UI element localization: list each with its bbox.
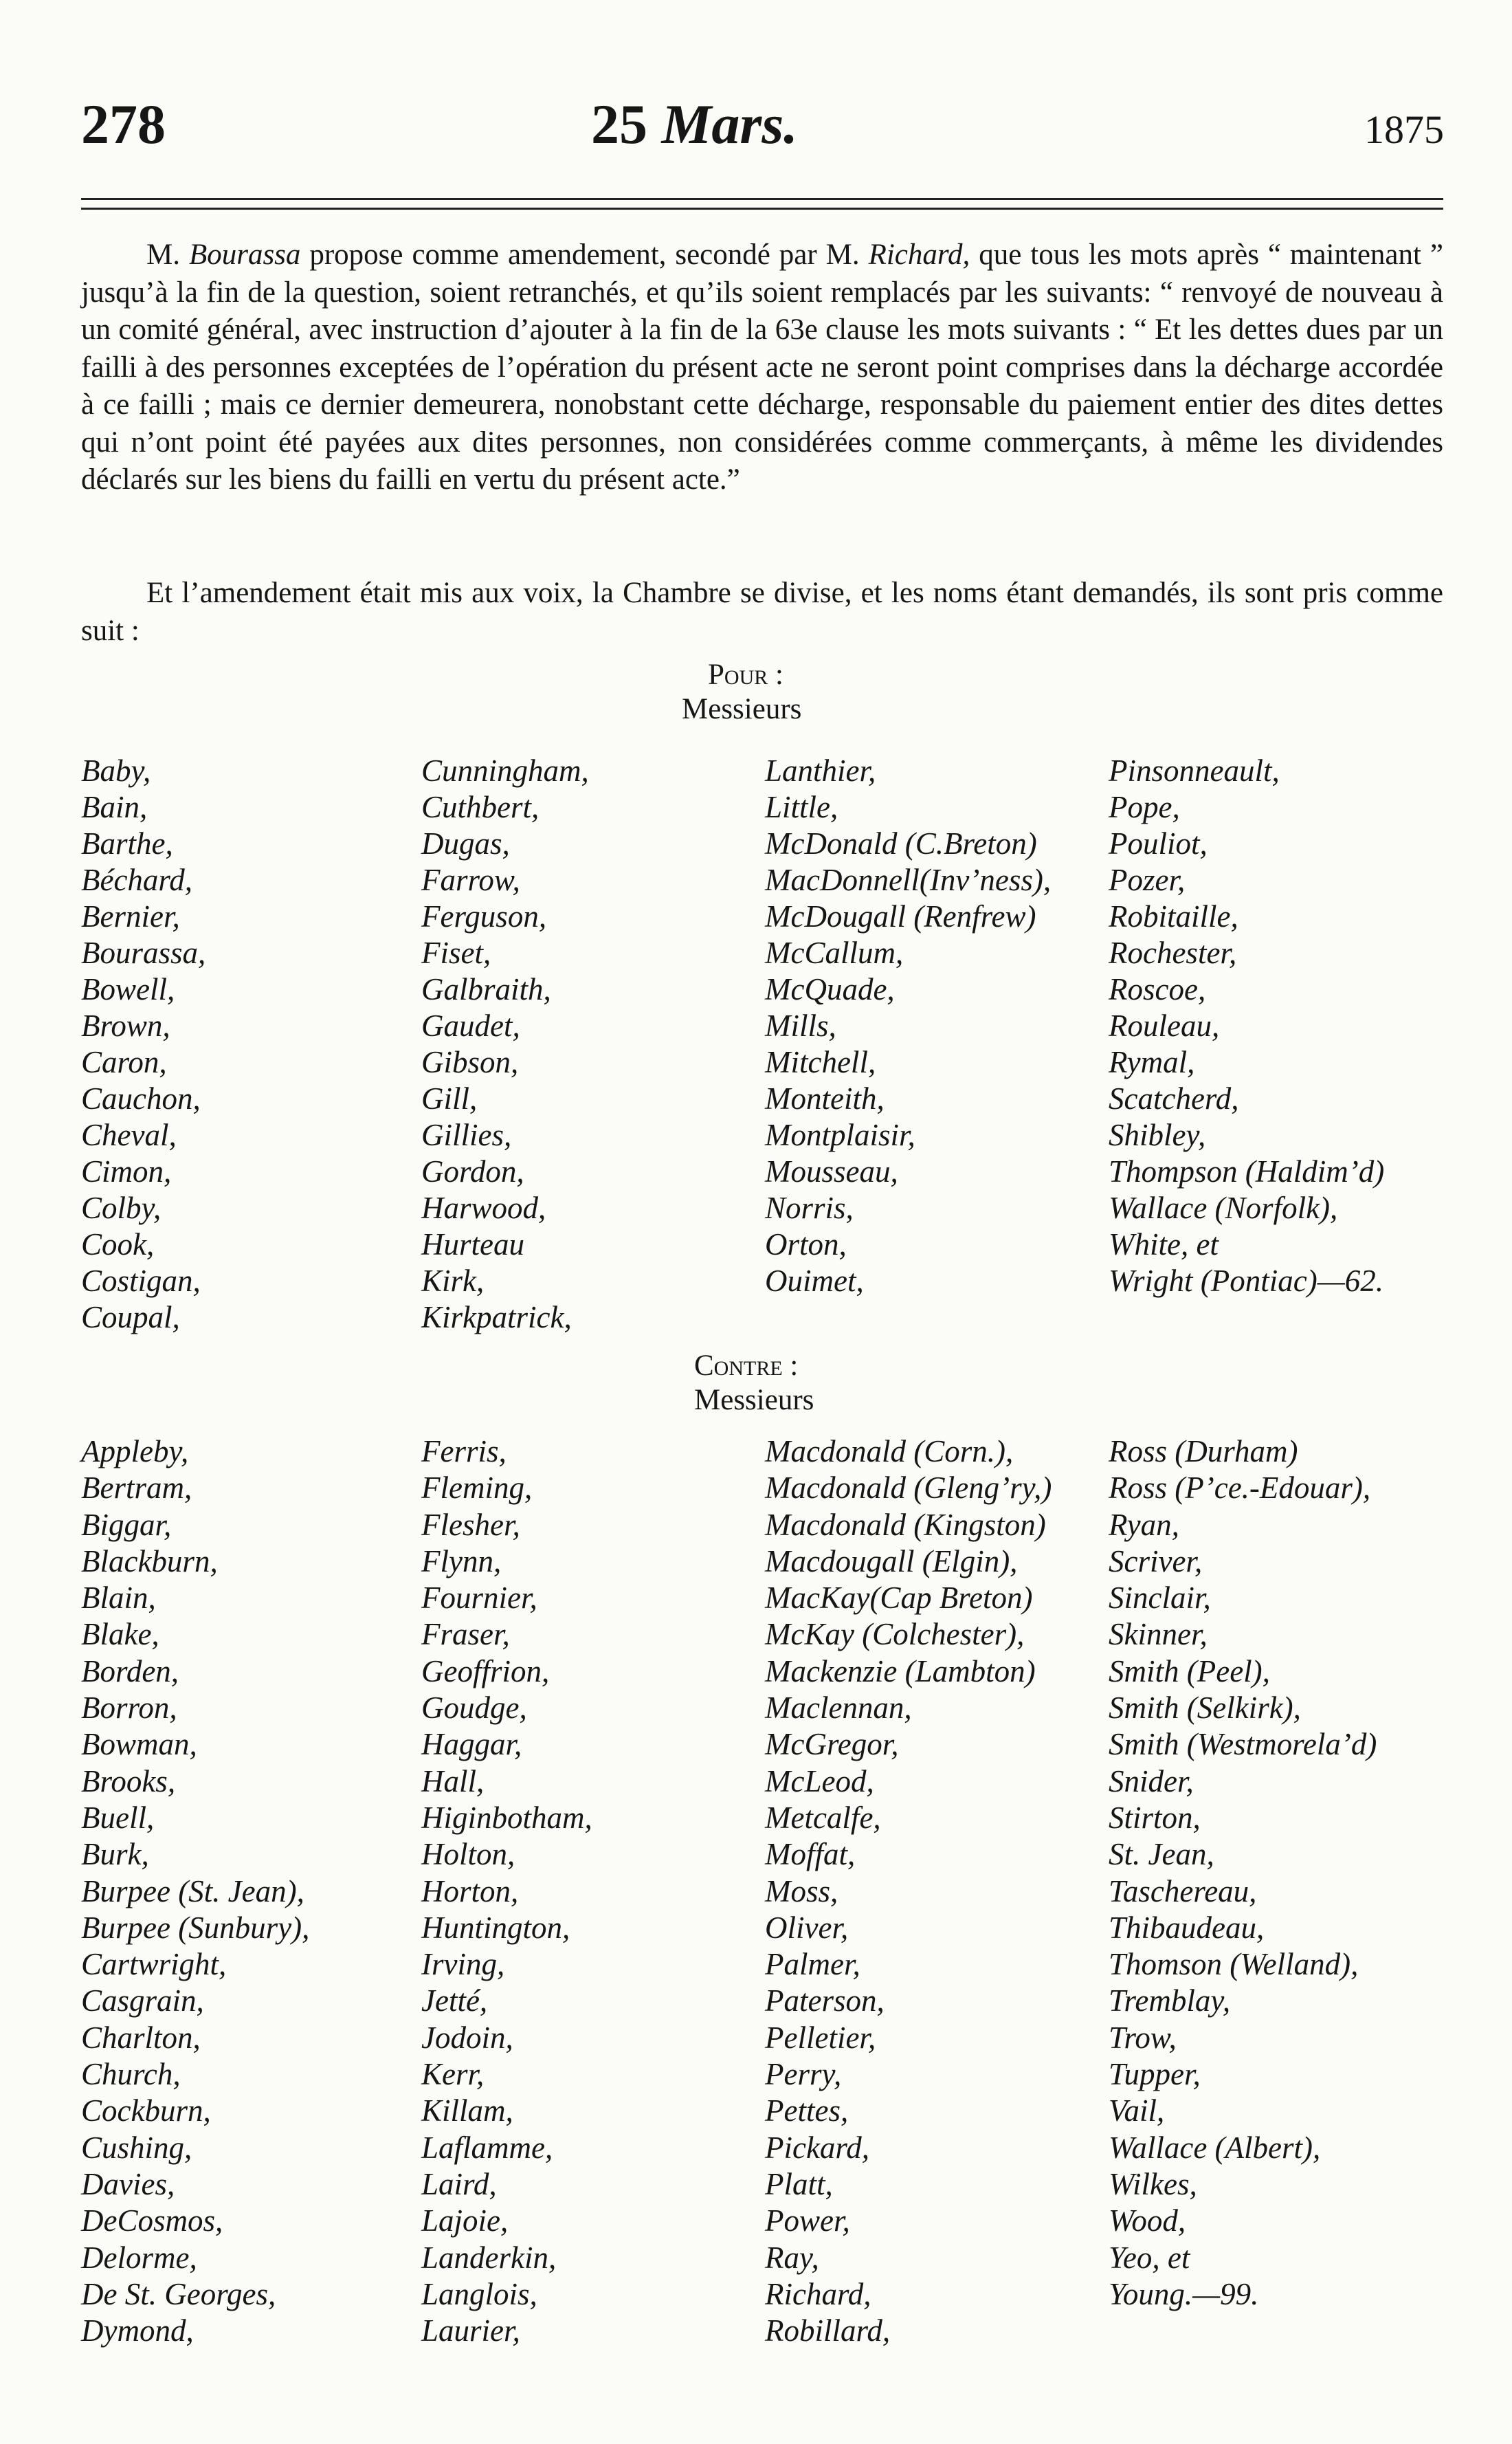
member-name: Davies, <box>81 2166 175 2201</box>
member-name: Hurteau <box>421 1227 524 1262</box>
member-name: Pickard, <box>765 2130 870 2165</box>
member-name: Fraser, <box>421 1617 510 1652</box>
member-name: Rymal, <box>1109 1045 1195 1079</box>
member-name: Colby, <box>81 1191 162 1225</box>
member-name: Moss, <box>765 1873 838 1908</box>
member-name: McDonald (C.Breton) <box>765 826 1037 861</box>
member-name: Pouliot, <box>1109 826 1208 861</box>
member-name: Robillard, <box>765 2313 891 2348</box>
member-name: Palmer, <box>765 1947 860 1982</box>
member-name: Ferris, <box>421 1434 507 1468</box>
member-name: Jetté, <box>421 1983 488 2018</box>
member-name: Pinsonneault, <box>1109 753 1280 788</box>
pour-column-4 <box>1109 753 1452 1299</box>
member-name: Metcalfe, <box>765 1800 881 1835</box>
member-name: McGregor, <box>765 1727 899 1762</box>
member-name: Bowman, <box>81 1727 197 1762</box>
member-name: Ross (Durham) <box>1109 1434 1298 1468</box>
paragraph1-middle: propose comme amendement, secondé par M. <box>300 239 869 271</box>
date-day: 25 <box>591 93 647 155</box>
member-name: Thibaudeau, <box>1109 1910 1265 1945</box>
pour-column-3 <box>765 753 1109 1299</box>
member-name: Flynn, <box>421 1543 502 1578</box>
member-name: Farrow, <box>421 863 520 897</box>
contre-heading: Contre : <box>694 1350 799 1382</box>
member-name: Cartwright, <box>81 1947 227 1982</box>
member-name: MacKay(Cap Breton) <box>765 1581 1033 1616</box>
member-name: Coupal, <box>81 1300 180 1334</box>
member-name: Ray, <box>765 2240 819 2275</box>
member-name: Moffat, <box>765 1837 856 1872</box>
member-name: Taschereau, <box>1109 1873 1257 1908</box>
member-name: Yeo, et <box>1109 2240 1190 2275</box>
member-name: Béchard, <box>81 863 193 897</box>
member-name: Pelletier, <box>765 2020 876 2055</box>
member-name: Buell, <box>81 1800 155 1835</box>
member-name: Kerr, <box>421 2057 485 2092</box>
member-name: Macdougall (Elgin), <box>765 1543 1018 1578</box>
header-rule-top <box>81 198 1443 200</box>
member-name: Burpee (Sunbury), <box>81 1910 310 1945</box>
member-name: Oliver, <box>765 1910 849 1945</box>
member-name: Higinbotham, <box>421 1800 592 1835</box>
member-name: Wallace (Albert), <box>1109 2130 1321 2165</box>
member-name: Gaudet, <box>421 1009 520 1043</box>
member-name: Scriver, <box>1109 1543 1203 1578</box>
member-name: Smith (Selkirk), <box>1109 1691 1301 1726</box>
member-name: Lanthier, <box>765 753 876 788</box>
member-name: Smith (Westmorela’d) <box>1109 1727 1377 1762</box>
member-name: Dugas, <box>421 826 510 861</box>
member-name: Paterson, <box>765 1983 885 2018</box>
page-header <box>0 0 1512 179</box>
member-name: Roscoe, <box>1109 972 1206 1006</box>
member-name: Ferguson, <box>421 899 547 934</box>
member-name: Costigan, <box>81 1264 201 1298</box>
page-date <box>591 93 798 155</box>
member-name: Gill, <box>421 1081 478 1116</box>
member-name: McLeod, <box>765 1763 874 1798</box>
member-name: De St. Georges, <box>81 2276 276 2311</box>
member-name: MacDonnell(Inv’ness), <box>765 863 1052 897</box>
contre-column-1 <box>81 1433 425 2349</box>
member-name: Lajoie, <box>421 2203 509 2238</box>
member-name: Rouleau, <box>1109 1009 1220 1043</box>
member-name: Goudge, <box>421 1691 527 1726</box>
member-name: Smith (Peel), <box>1109 1653 1270 1688</box>
contre-column-3 <box>765 1433 1109 2349</box>
member-name: Borden, <box>81 1653 179 1688</box>
member-name: Geoffrion, <box>421 1653 550 1688</box>
paragraph1-start: M. <box>146 239 189 271</box>
member-name: Kirk, <box>421 1264 485 1298</box>
vote-paragraph: Et l’amendement était mis aux voix, la Chambre se divise, et les noms étant demandés, ils sont pris comme suit : <box>81 577 1443 647</box>
contre-column-2 <box>421 1433 765 2349</box>
member-name: McDougall (Renfrew) <box>765 899 1036 934</box>
member-name: Maclennan, <box>765 1691 912 1726</box>
member-name: Bowell, <box>81 972 175 1006</box>
member-name: Tupper, <box>1109 2057 1201 2092</box>
member-name: Charlton, <box>81 2020 201 2055</box>
member-name: DeCosmos, <box>81 2203 223 2238</box>
member-name: Mills, <box>765 1009 836 1043</box>
member-name: Richard, <box>765 2276 871 2311</box>
member-name: Holton, <box>421 1837 515 1872</box>
member-name: Dymond, <box>81 2313 194 2348</box>
member-name: Mousseau, <box>765 1154 898 1189</box>
member-name: Irving, <box>421 1947 505 1982</box>
member-name: Blackburn, <box>81 1543 218 1578</box>
member-name: Wilkes, <box>1109 2166 1197 2201</box>
member-name: Vail, <box>1109 2093 1165 2128</box>
member-name: Ouimet, <box>765 1264 864 1298</box>
member-name: Scatcherd, <box>1109 1081 1239 1116</box>
member-name: Horton, <box>421 1873 519 1908</box>
member-name: Kirkpatrick, <box>421 1300 572 1334</box>
member-name: Gillies, <box>421 1118 512 1152</box>
page-number: 278 <box>81 93 166 155</box>
member-name: Bain, <box>81 790 148 824</box>
member-name: Laird, <box>421 2166 497 2201</box>
seconder-name: Richard, <box>868 239 970 271</box>
member-name: Ross (P’ce.-Edouar), <box>1109 1471 1371 1506</box>
mover-name: Bourassa <box>188 239 301 271</box>
member-name: Brooks, <box>81 1763 176 1798</box>
member-name: Wallace (Norfolk), <box>1109 1191 1338 1225</box>
member-name: Blain, <box>81 1581 156 1616</box>
member-name: Pope, <box>1109 790 1180 824</box>
member-name: Burk, <box>81 1837 149 1872</box>
member-name: Mackenzie (Lambton) <box>765 1653 1036 1688</box>
member-name: Stirton, <box>1109 1800 1201 1835</box>
member-name: Landerkin, <box>421 2240 557 2275</box>
member-name: Platt, <box>765 2166 833 2201</box>
member-name: Laflamme, <box>421 2130 553 2165</box>
member-name: Power, <box>765 2203 850 2238</box>
member-name: Fiset, <box>421 936 491 970</box>
page-year: 1875 <box>1364 107 1444 152</box>
member-name: Killam, <box>421 2093 513 2128</box>
member-name: Bernier, <box>81 899 180 934</box>
member-name: Thompson (Haldim’d) <box>1109 1154 1385 1189</box>
member-name: Fleming, <box>421 1471 533 1506</box>
member-name: Perry, <box>765 2057 842 2092</box>
member-name: Blake, <box>81 1617 159 1652</box>
member-name: Sinclair, <box>1109 1581 1211 1616</box>
member-name: Monteith, <box>765 1081 885 1116</box>
member-name: Delorme, <box>81 2240 197 2275</box>
member-name: Appleby, <box>81 1434 189 1468</box>
member-name: Macdonald (Gleng’ry,) <box>765 1471 1052 1506</box>
member-name: Gordon, <box>421 1154 524 1189</box>
member-name: Mitchell, <box>765 1045 876 1079</box>
member-name: Laurier, <box>421 2313 520 2348</box>
pour-column-1 <box>81 753 425 1336</box>
member-name: Little, <box>765 790 838 824</box>
member-name: Robitaille, <box>1109 899 1238 934</box>
member-name: Wood, <box>1109 2203 1186 2238</box>
pour-column-2 <box>421 753 765 1336</box>
member-name: Haggar, <box>421 1727 522 1762</box>
contre-subheading: Messieurs <box>694 1384 814 1416</box>
member-name: Huntington, <box>421 1910 570 1945</box>
member-name: McQuade, <box>765 972 895 1006</box>
member-name: Cauchon, <box>81 1081 201 1116</box>
member-name: Orton, <box>765 1227 847 1262</box>
member-name: Cunningham, <box>421 753 589 788</box>
member-name: Jodoin, <box>421 2020 513 2055</box>
member-name: Montplaisir, <box>765 1118 915 1152</box>
member-name: Macdonald (Corn.), <box>765 1434 1014 1468</box>
member-name: Tremblay, <box>1109 1983 1231 2018</box>
member-name: Borron, <box>81 1691 177 1726</box>
member-name: Langlois, <box>421 2276 537 2311</box>
member-name: Norris, <box>765 1191 854 1225</box>
member-name: Burpee (St. Jean), <box>81 1873 304 1908</box>
member-name: Skinner, <box>1109 1617 1208 1652</box>
member-name: Young.—99. <box>1109 2276 1259 2311</box>
member-name: Cheval, <box>81 1118 177 1152</box>
member-name: Caron, <box>81 1045 167 1079</box>
member-name: Barthe, <box>81 826 173 861</box>
member-name: Baby, <box>81 753 151 788</box>
member-name: Biggar, <box>81 1507 172 1542</box>
member-name: Trow, <box>1109 2020 1177 2055</box>
member-name: McKay (Colchester), <box>765 1617 1025 1652</box>
member-name: Rochester, <box>1109 936 1237 970</box>
member-name: Pozer, <box>1109 863 1186 897</box>
member-name: Gibson, <box>421 1045 519 1079</box>
member-name: Bertram, <box>81 1471 192 1506</box>
member-name: Fournier, <box>421 1581 537 1616</box>
member-name: Cuthbert, <box>421 790 540 824</box>
member-name: Brown, <box>81 1009 170 1043</box>
member-name: Galbraith, <box>421 972 551 1006</box>
member-name: Wright (Pontiac)—62. <box>1109 1264 1383 1298</box>
paragraph1-end: que tous les mots après “ maintenant ” jusqu’à la fin de la question, soient retranchés, et qu’ils soient remplacés par les suivants: “ renvoyé de nouveau à un comité général, avec instruction d’ajouter à la fin de la 63e clause les mots suivants : “ Et les dettes dues par un failli à des personnes exceptées de l’opération du présent acte ne seront point comprises dans la décharge accordée à ce failli ; mais ce dernier demeurera, nonobstant cette décharge, responsable du paiement entier des dites dettes qui n’ont point été payées aux dites personnes, non considérées comme commerçants, à même les dividendes déclarés sur les biens du failli en vertu du présent acte.” <box>81 239 1443 496</box>
member-name: White, et <box>1109 1227 1219 1262</box>
member-name: Cockburn, <box>81 2093 211 2128</box>
member-name: Harwood, <box>421 1191 546 1225</box>
member-name: Casgrain, <box>81 1983 204 2018</box>
member-name: Church, <box>81 2057 181 2092</box>
member-name: Hall, <box>421 1763 485 1798</box>
member-name: Pettes, <box>765 2093 849 2128</box>
member-name: Cimon, <box>81 1154 172 1189</box>
member-name: Flesher, <box>421 1507 520 1542</box>
member-name: Cushing, <box>81 2130 192 2165</box>
member-name: McCallum, <box>765 936 904 970</box>
member-name: Ryan, <box>1109 1507 1179 1542</box>
member-name: Cook, <box>81 1227 155 1262</box>
member-name: Macdonald (Kingston) <box>765 1507 1046 1542</box>
member-name: St. Jean, <box>1109 1837 1214 1872</box>
member-name: Bourassa, <box>81 936 206 970</box>
contre-column-4 <box>1109 1433 1452 2313</box>
member-name: Snider, <box>1109 1763 1194 1798</box>
date-month: Mars. <box>661 93 798 155</box>
header-rule-bottom <box>81 208 1443 210</box>
pour-subheading: Messieurs <box>682 693 802 725</box>
member-name: Thomson (Welland), <box>1109 1947 1359 1982</box>
member-name: Shibley, <box>1109 1118 1206 1152</box>
pour-heading: Pour : <box>708 659 783 691</box>
amendment-paragraph <box>81 236 1443 499</box>
